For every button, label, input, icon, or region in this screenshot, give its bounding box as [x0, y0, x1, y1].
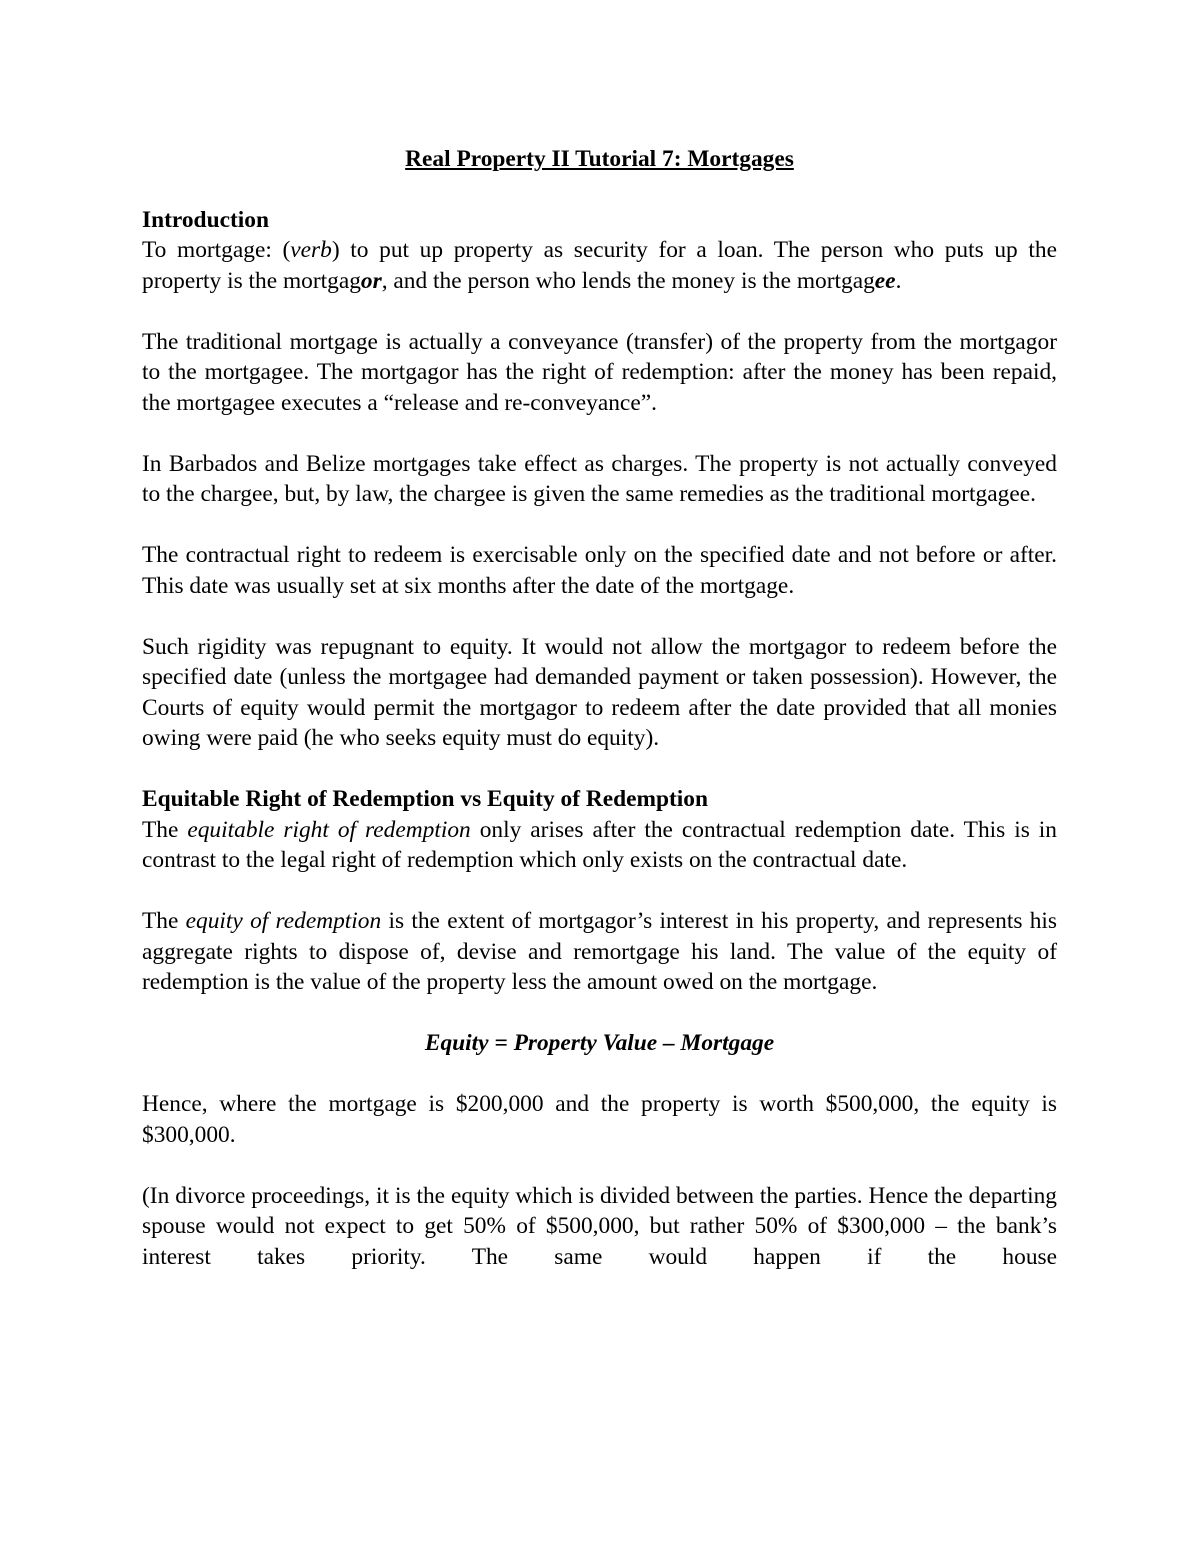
paragraph-barbados-belize: In Barbados and Belize mortgages take effect as charges. The property is not actually conveyed to the chargee, but, by law, the chargee is given the same remedies as the traditional mortgagee.	[142, 450, 1057, 507]
text-run: The	[142, 908, 186, 934]
document-title: Real Property II Tutorial 7: Mortgages	[405, 146, 794, 172]
text-run: is the extent of mortgagor’s interest in his property, and represents his aggregate rights to dispose of, devise and remortgage his land. The value of the equity of redemption is the value of the property less the amount owed on the mortgage.	[142, 908, 1057, 995]
paragraph-traditional-mortgage: The traditional mortgage is actually a conveyance (transfer) of the property from the mortgagor to the mortgagee. The mortgagor has the right of redemption: after the money has been repaid, the mortgagee executes a “release and re-conveyance”.	[142, 328, 1057, 416]
paragraph-equitable-right	[142, 815, 1057, 876]
italic-term-verb: verb	[290, 237, 332, 263]
paragraph-divorce-proceedings: (In divorce proceedings, it is the equity which is divided between the parties. Hence the departing spouse would not expect to get 50% of $500,000, but rather 50% of $300,000 – the bank’s interest takes priority. The same would happen if the house	[142, 1182, 1057, 1270]
equity-formula: Equity = Property Value – Mortgage	[424, 1030, 775, 1056]
paragraph-rigidity-equity: Such rigidity was repugnant to equity. It would not allow the mortgagor to redeem before the specified date (unless the mortgagee had demanded payment or taken possession). However, the Courts of equity would permit the mortgagor to redeem after the date provided that all monies owing were paid (he who seeks equity must do equity).	[142, 633, 1057, 751]
bold-italic-suffix-or: or	[360, 267, 382, 294]
section-heading-introduction: Introduction	[142, 206, 269, 233]
italic-term-equity-of-redemption: equity of redemption	[185, 908, 382, 934]
text-run: only arises after the contractual redemption date. This is in contrast to the legal right of redemption which only exists on the contractual date.	[142, 816, 1058, 873]
text-run: , and the person who lends the money is the mortgag	[381, 267, 875, 294]
text-run: To mortgage: (	[142, 237, 291, 263]
paragraph-equity-example: Hence, where the mortgage is $200,000 and the property is worth $500,000, the equity is $300,000.	[142, 1091, 1057, 1148]
italic-term-equitable-right: equitable right of redemption	[187, 816, 471, 843]
text-run: ) to put up property as security for a loan. The person who puts up the property is the mortgag	[142, 237, 1057, 294]
paragraph-contractual-right: The contractual right to redeem is exercisable only on the specified date and not before or after. This date was usually set at six months after the date of the mortgage.	[142, 542, 1057, 599]
paragraph-mortgage-definition	[142, 235, 1057, 296]
text-run: .	[895, 267, 902, 294]
paragraph-equity-of-redemption	[142, 906, 1057, 998]
text-run: The	[142, 816, 188, 843]
document-page	[142, 144, 1057, 1303]
section-heading-redemption: Equitable Right of Redemption vs Equity of Redemption	[142, 786, 708, 812]
bold-italic-suffix-ee: ee	[874, 267, 896, 294]
